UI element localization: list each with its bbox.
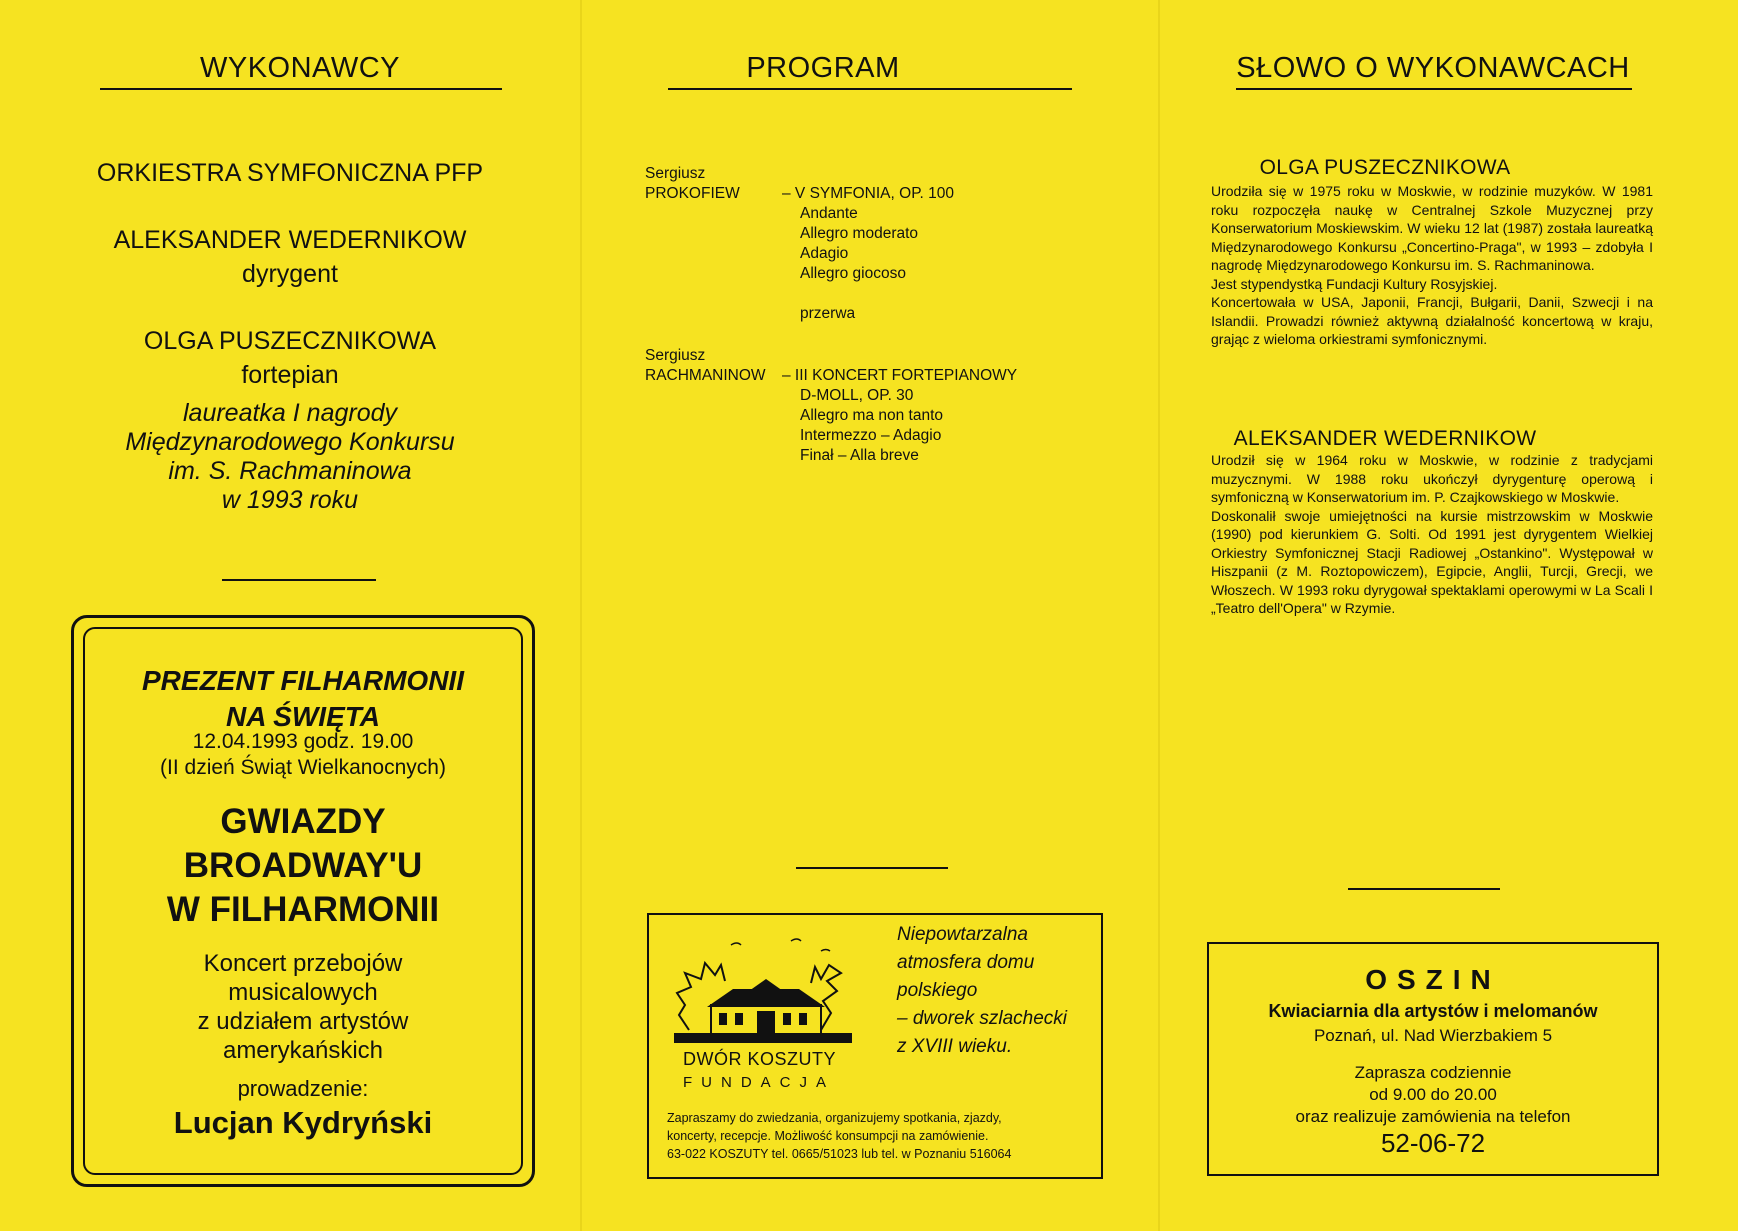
contact-line: Zapraszamy do zwiedzania, organizujemy spotkania, zjazdy,	[667, 1111, 1002, 1125]
bio-paragraph: Urodził się w 1964 roku w Moskwie, w rodzinie z tradycjami muzycznymi. W 1988 roku ukończył dyrygenturę operową i symfoniczną w Konserwatorium im. P. Czajkowskiego w Moskwie.	[1211, 452, 1653, 505]
work-title: – V SYMFONIA, OP. 100	[782, 185, 955, 202]
oszin-address: Poznań, ul. Nad Wierzbakiem 5	[1313, 1026, 1553, 1045]
composer-last-name: PROKOFIEW	[645, 185, 740, 202]
promo-box	[71, 615, 535, 1187]
invitation-line: oraz realizuje zamówienia na telefon	[1295, 1107, 1571, 1126]
promo-title	[85, 663, 521, 735]
work-key: D-MOLL, OP. 30	[800, 387, 914, 404]
oszin-title: OSZIN	[1365, 964, 1501, 995]
orchestra-name: ORKIESTRA SYMFONICZNA PFP	[96, 159, 484, 187]
promo-title-line: PREZENT FILHARMONII	[142, 665, 464, 696]
oszin-invitation	[1209, 1062, 1657, 1128]
bio-text	[1211, 451, 1653, 618]
movement: Allegro ma non tanto	[800, 407, 944, 424]
award-line: w 1993 roku	[221, 486, 359, 514]
slogan-line: – dworek szlachecki	[897, 1008, 1068, 1029]
conductor-role: dyrygent	[242, 260, 338, 288]
panel-heading: WYKONAWCY	[200, 52, 400, 84]
promo-holiday-line: (II dzień Świąt Wielkanocnych)	[160, 756, 446, 779]
slogan-line: Niepowtarzalna	[897, 924, 1028, 945]
heading-rule	[1236, 88, 1632, 90]
movement: Intermezzo – Adagio	[800, 427, 942, 444]
event-title-line: GWIAZDY	[220, 802, 386, 841]
bio-paragraph: Doskonalił swoje umiejętności na kursie mistrzowskim w Moskwie (1990) pod kierunkiem G. Solti. Od 1991 jest dyrygentem Wielkiej Orkiestry Symfonicznej Stacji Radiowej „Ostankino". Występował w Hiszpanii (z M. Roztopowiczem), Egipcie, Anglii, Turcji, Grecji, we Włoszech. W 1993 roku dyrygował spektaklami operowymi w La Scali I „Teatro dell'Opera" w Rzymie.	[1211, 507, 1653, 616]
pianist-role: fortepian	[241, 361, 339, 389]
work-title: – III KONCERT FORTEPIANOWY	[782, 367, 1018, 384]
event-title-line: BROADWAY'U	[183, 846, 423, 885]
bio-text	[1211, 182, 1653, 349]
manor-house-illustration	[671, 935, 856, 1047]
conductor-name: ALEKSANDER WEDERNIKOW	[113, 226, 467, 254]
composer-first-name: Sergiusz	[645, 347, 706, 364]
heading-rule	[668, 88, 1072, 90]
promo-description	[85, 949, 521, 1065]
ad-contact-text	[667, 1109, 1011, 1163]
contact-line: 63-022 KOSZUTY tel. 0665/51023 lub tel. w Poznaniu 516064	[667, 1147, 1012, 1161]
invitation-line: od 9.00 do 20.00	[1369, 1085, 1497, 1104]
promo-title-line: NA ŚWIĘTA	[226, 701, 380, 732]
intermission: przerwa	[800, 305, 856, 322]
movement: Adagio	[800, 245, 849, 262]
separator-rule	[1348, 888, 1500, 890]
separator-rule	[796, 867, 948, 869]
movement: Allegro giocoso	[800, 265, 906, 282]
ad-foundation: FUNDACJA	[683, 1074, 836, 1091]
award-line: laureatka I nagrody	[182, 399, 398, 427]
slogan-line: atmosfera domu	[897, 952, 1035, 973]
bio-paragraph: Koncertowała w USA, Japonii, Francji, Bułgarii, Danii, Szwecji i na Islandii. Prowadzi również aktywną działalność koncertową w kraju, grając z wieloma orkiestrami symfonicznymi.	[1211, 294, 1653, 347]
slogan-line: z XVIII wieku.	[897, 1036, 1013, 1057]
promo-event-title	[85, 800, 521, 932]
composer-last-name: RACHMANINOW	[645, 367, 766, 384]
award-text	[0, 396, 580, 517]
bio-name: OLGA PUSZECZNIKOWA	[1259, 156, 1511, 179]
movement: Finał – Alla breve	[800, 447, 919, 464]
bio-paragraph: Urodziła się w 1975 roku w Moskwie, w rodzinie muzyków. W 1981 roku rozpoczęła naukę w Centralnej Szkole Muzycznej przy Konserwatorium Moskiewskim. W wieku 12 lat (1987) została laureatką Międzynarodowego Konkursu „Concertino-Praga", w 1993 – zdobyła I nagrodę Międzynarodowego Konkursu im. S. Rachmaninowa.	[1211, 183, 1653, 273]
heading-rule	[100, 88, 502, 90]
separator-rule	[222, 579, 376, 581]
performers-panel	[0, 0, 580, 1231]
promo-box-inner	[83, 627, 523, 1175]
description-line: musicalowych	[228, 979, 378, 1006]
ad-name: DWÓR KOSZUTY	[683, 1049, 836, 1069]
invitation-line: Zaprasza codziennie	[1354, 1063, 1512, 1082]
description-line: z udziałem artystów	[197, 1008, 409, 1035]
panel-heading: SŁOWO O WYKONAWCACH	[1236, 52, 1630, 84]
panel-heading: PROGRAM	[746, 52, 900, 84]
program-list	[645, 164, 1125, 464]
movement: Allegro moderato	[800, 225, 919, 242]
oszin-ad	[1207, 942, 1659, 1176]
composer-first-name: Sergiusz	[645, 165, 706, 182]
pianist-name: OLGA PUSZECZNIKOWA	[143, 327, 437, 355]
ad-slogan	[897, 921, 1067, 1061]
description-line: Koncert przebojów	[203, 950, 403, 977]
contact-line: koncerty, recepcje. Możliwość konsumpcji na zamówienie.	[667, 1129, 989, 1143]
oszin-phone: 52-06-72	[1380, 1128, 1486, 1158]
bio-name: ALEKSANDER WEDERNIKOW	[1233, 427, 1537, 450]
bio-paragraph: Jest stypendystką Fundacji Kultury Rosyjskiej.	[1211, 275, 1498, 292]
description-line: amerykańskich	[222, 1037, 384, 1064]
award-line: im. S. Rachmaninowa	[168, 457, 412, 485]
host-name: Lucjan Kydryński	[173, 1105, 433, 1140]
promo-date-line: 12.04.1993 godz. 19.00	[192, 730, 414, 753]
event-title-line: W FILHARMONII	[166, 890, 440, 929]
promo-date	[85, 729, 521, 781]
slogan-line: polskiego	[897, 980, 978, 1001]
oszin-subtitle: Kwiaciarnia dla artystów i melomanów	[1268, 1001, 1598, 1021]
movement: Andante	[800, 205, 858, 222]
award-line: Międzynarodowego Konkursu	[125, 428, 455, 456]
koszuty-ad	[647, 913, 1103, 1179]
host-label: prowadzenie:	[237, 1076, 369, 1101]
